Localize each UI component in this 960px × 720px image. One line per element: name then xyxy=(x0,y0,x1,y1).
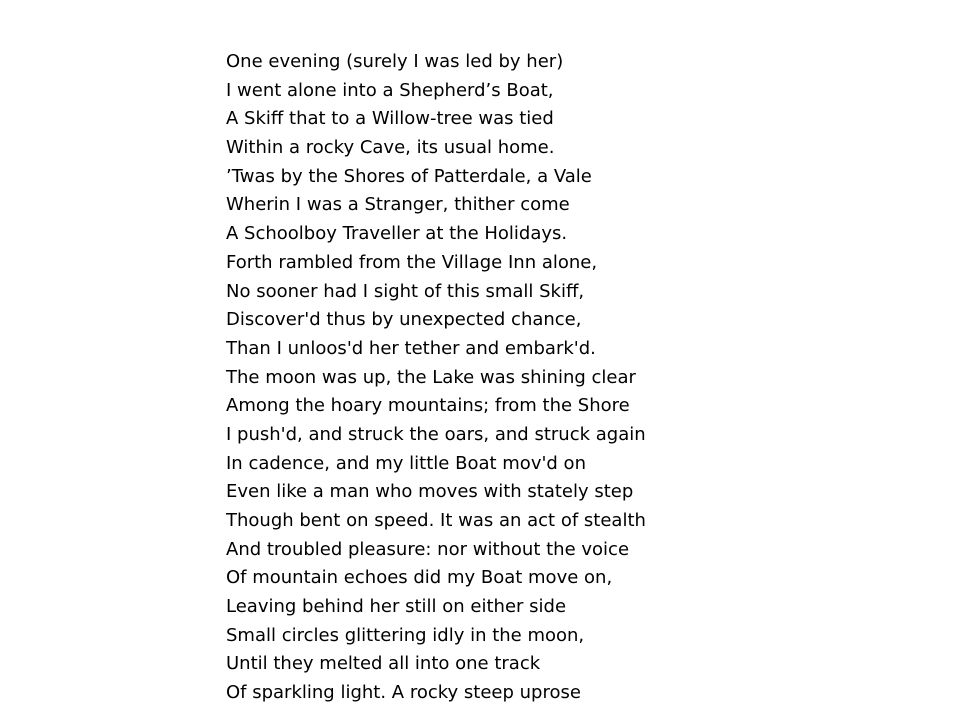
poem-line: A Schoolboy Traveller at the Holidays. xyxy=(226,223,568,245)
poem-line: One evening (surely I was led by her) xyxy=(226,51,564,72)
poem-line: Than I unloos'd her tether and embark'd. xyxy=(226,337,596,359)
poem-line: No sooner had I sight of this small Skiff, xyxy=(226,280,585,302)
poem-line: Wherin I was a Stranger, thither come xyxy=(226,194,570,216)
poem-line: I went alone into a Shepherd’s Boat, xyxy=(226,79,554,101)
poem-line: Even like a man who moves with stately step xyxy=(226,481,634,503)
poem-line: Of sparkling light. A rocky steep uprose xyxy=(226,682,581,704)
poem-line: Of mountain echoes did my Boat move on, xyxy=(226,567,613,589)
poem-line: Among the hoary mountains; from the Shore xyxy=(226,395,630,417)
poem-line: Small circles glittering idly in the moon, xyxy=(226,624,585,646)
poem-text xyxy=(226,48,646,708)
poem-line: Forth rambled from the Village Inn alone, xyxy=(226,251,598,273)
poem-line: Within a rocky Cave, its usual home. xyxy=(226,137,555,159)
poem-line: Leaving behind her still on either side xyxy=(226,596,567,618)
poem-line: And troubled pleasure: nor without the voice xyxy=(226,538,630,560)
poem-line: In cadence, and my little Boat mov'd on xyxy=(226,452,586,474)
poem-line: Until they melted all into one track xyxy=(226,653,541,675)
poem-line: ’Twas by the Shores of Patterdale, a Vale xyxy=(226,165,592,187)
poem-line: Though bent on speed. It was an act of stealth xyxy=(226,510,646,531)
poem-line: Discover'd thus by unexpected chance, xyxy=(226,309,582,331)
poem-line: I push'd, and struck the oars, and struck again xyxy=(226,423,646,445)
poem-line: The moon was up, the Lake was shining clear xyxy=(226,366,636,388)
poem-line: A Skiff that to a Willow-tree was tied xyxy=(226,108,554,130)
